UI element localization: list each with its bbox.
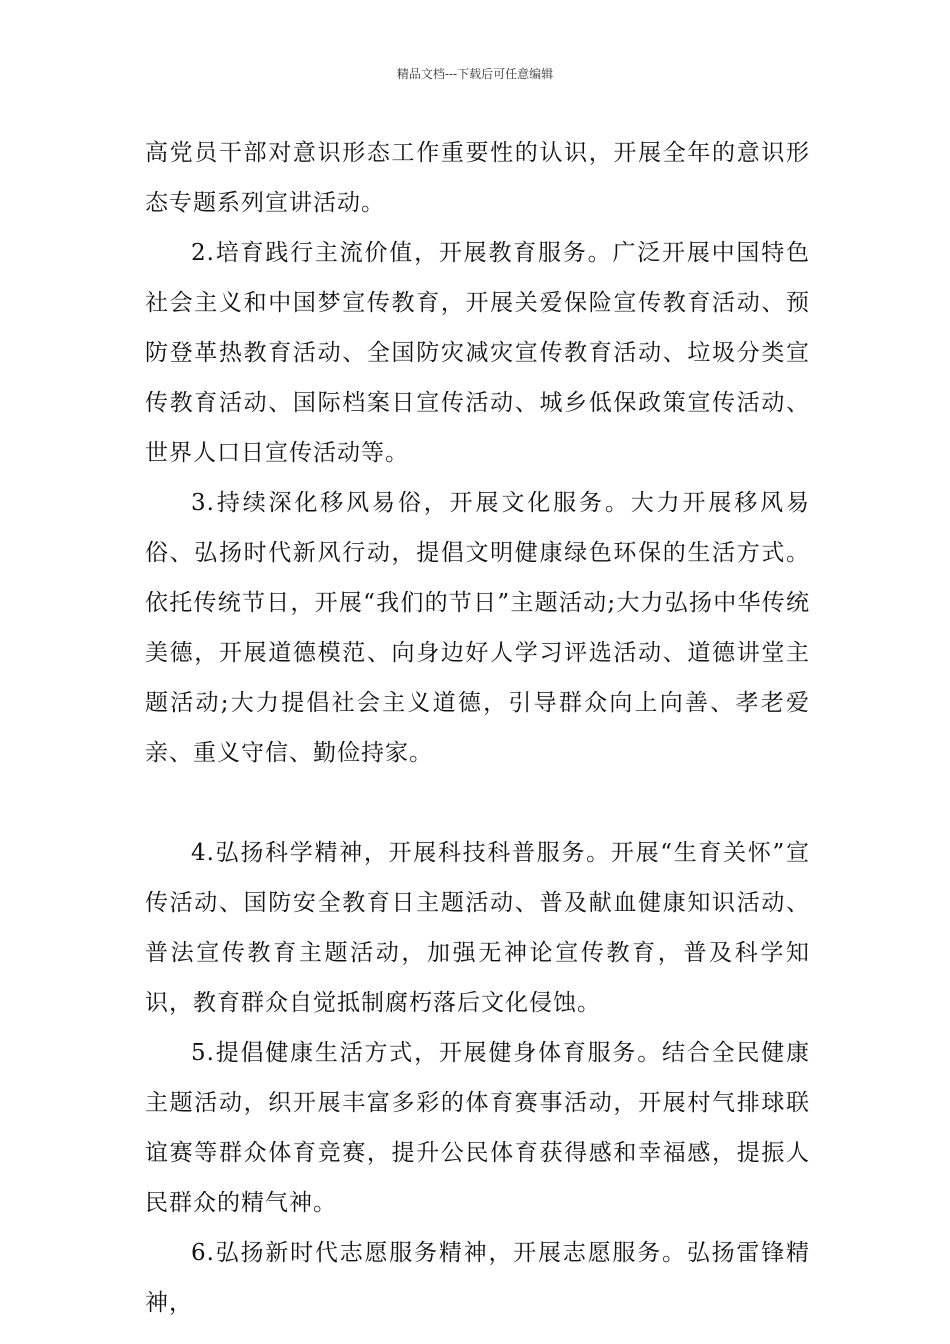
paragraph-2: 2.培育践行主流价值，开展教育服务。广泛开展中国特色社会主义和中国梦宣传教育，开展关爱保险宣传教育活动、预防登革热教育活动、全国防灾减灾宣传教育活动、垃圾分类宣传教育活动、国际档案日宣传活动、城乡低保政策宣传活动、世界人口日宣传活动等。 bbox=[145, 240, 810, 466]
paragraph-3: 3.持续深化移风易俗，开展文化服务。大力开展移风易俗、弘扬时代新风行动，提倡文明健康绿色环保的生活方式。依托传统节日，开展“我们的节日”主题活动;大力弘扬中华传统美德，开展道德模范、向身边好人学习评选活动、道德讲堂主题活动;大力提倡社会主义道德，引导群众向上向善、孝老爱亲、重义守信、勤俭持家。 bbox=[145, 490, 810, 766]
document-body bbox=[145, 128, 810, 1328]
paragraph-continued: 高党员干部对意识形态工作重要性的认识，开展全年的意识形态专题系列宣讲活动。 bbox=[145, 140, 810, 216]
paragraph-5: 5.提倡健康生活方式，开展健身体育服务。结合全民健康主题活动，织开展丰富多彩的体育赛事活动，开展村气排球联谊赛等群众体育竞赛，提升公民体育获得感和幸福感，提振人民群众的精气神。 bbox=[145, 1040, 810, 1216]
paragraph-gap bbox=[145, 778, 810, 828]
page-header: 精品文档---下载后可任意编辑 bbox=[396, 67, 554, 81]
paragraph-4: 4.弘扬科学精神，开展科技科普服务。开展“生育关怀”宣传活动、国防安全教育日主题活动、普及献血健康知识活动、普法宣传教育主题活动，加强无神论宣传教育，普及科学知识，教育群众自觉抵制腐朽落后文化侵蚀。 bbox=[145, 840, 810, 1016]
paragraph-6: 6.弘扬新时代志愿服务精神，开展志愿服务。弘扬雷锋精神， bbox=[145, 1240, 810, 1316]
